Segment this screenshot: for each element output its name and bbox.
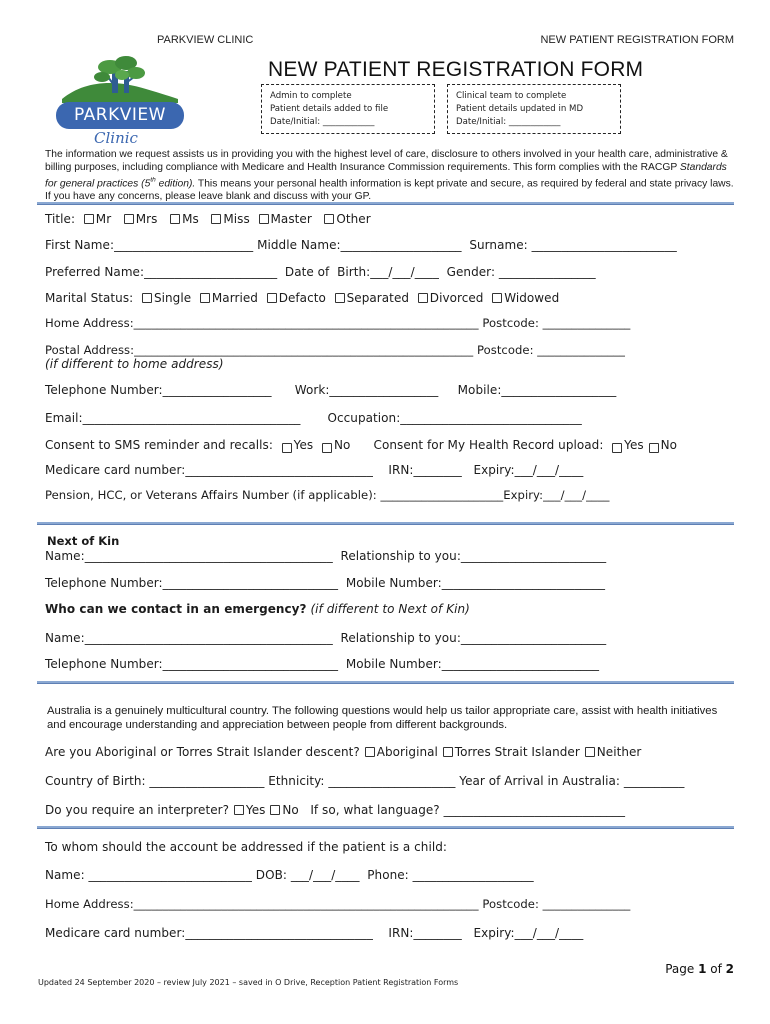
kin-name-field[interactable]: Name:_________________________________________ xyxy=(45,549,333,563)
account-medicare-field[interactable]: Medicare card number:_______________________________ xyxy=(45,926,373,940)
logo-tagline: Clinic xyxy=(94,129,138,147)
interpreter-row xyxy=(45,803,625,817)
emergency-heading xyxy=(45,602,470,616)
option-label: Single xyxy=(153,291,192,305)
intro-italic-end: edition). xyxy=(155,178,196,190)
marital-defacto-checkbox[interactable] xyxy=(267,293,277,303)
year-of-arrival-field[interactable]: Year of Arrival in Australia: __________ xyxy=(459,774,685,788)
postal-address-row xyxy=(45,343,625,357)
option-label: Ms xyxy=(182,212,199,226)
logo-name: PARKVIEW xyxy=(74,105,166,125)
irn-field[interactable]: IRN:________ xyxy=(388,463,462,477)
option-label: Master xyxy=(270,212,312,226)
phone-row xyxy=(45,383,616,397)
option-label: No xyxy=(282,803,299,817)
clinical-box-line: Patient details updated in MD xyxy=(456,104,584,114)
title-label: Title: xyxy=(45,212,76,226)
gender-field[interactable]: Gender: ________________ xyxy=(446,265,596,279)
home-postcode-field[interactable]: Postcode: _______________ xyxy=(482,316,631,330)
option-label: Defacto xyxy=(278,291,326,305)
first-name-field[interactable]: First Name:_______________________ xyxy=(45,238,254,252)
option-label: Torres Strait Islander xyxy=(454,745,580,759)
option-label: Married xyxy=(211,291,258,305)
option-label: Other xyxy=(336,212,371,226)
name-row xyxy=(45,238,677,252)
marital-row xyxy=(45,291,559,305)
kin-telephone-field[interactable]: Telephone Number:_____________________________ xyxy=(45,576,339,590)
sms-yes-checkbox[interactable] xyxy=(282,443,292,453)
kin-name-row xyxy=(45,549,606,563)
interpreter-question: Do you require an interpreter? xyxy=(45,803,230,817)
option-label: Yes xyxy=(293,438,314,452)
page-total: 2 xyxy=(725,962,734,976)
mhr-no-checkbox[interactable] xyxy=(649,443,659,453)
emergency-name-row xyxy=(45,631,606,645)
page-number xyxy=(665,962,734,976)
emergency-telephone-field[interactable]: Telephone Number:_____________________________ xyxy=(45,657,339,671)
intro-sup: th xyxy=(150,176,156,184)
option-label: Yes xyxy=(624,438,644,452)
account-phone-field[interactable]: Phone: ____________________ xyxy=(367,868,534,882)
language-field[interactable]: If so, what language? ______________________________ xyxy=(310,803,626,817)
title-miss-checkbox[interactable] xyxy=(211,214,221,224)
emergency-name-field[interactable]: Name:_________________________________________ xyxy=(45,631,333,645)
email-row xyxy=(45,411,582,425)
cultural-intro: Australia is a genuinely multicultural country. The following questions would help us tailor appropriate care, assist with health initiatives and encourage understanding and appreciation between people from different backgrounds. xyxy=(47,705,718,731)
clinical-box-line[interactable]: Date/Initial: ____________ xyxy=(456,117,561,127)
option-label: No xyxy=(333,438,351,452)
intro-paragraph xyxy=(45,149,735,204)
section-divider xyxy=(37,522,734,525)
kin-mobile-field[interactable]: Mobile Number:___________________________ xyxy=(345,576,606,590)
emergency-phone-row xyxy=(45,657,599,671)
emergency-heading-bold: Who can we contact in an emergency? xyxy=(45,602,307,616)
admin-box-line: Admin to complete xyxy=(270,91,352,101)
postal-postcode-field[interactable]: Postcode: _______________ xyxy=(476,343,625,357)
occupation-field[interactable]: Occupation:______________________________ xyxy=(327,411,582,425)
option-label: Yes xyxy=(245,803,266,817)
surname-field[interactable]: Surname: ________________________ xyxy=(469,238,677,252)
account-dob-field[interactable]: DOB: ___/___/____ xyxy=(255,868,360,882)
marital-separated-checkbox[interactable] xyxy=(335,293,345,303)
emergency-heading-note: (if different to Next of Kin) xyxy=(306,602,470,616)
emergency-relationship-field[interactable]: Relationship to you:________________________ xyxy=(340,631,607,645)
clinical-box xyxy=(447,84,621,134)
admin-box-line[interactable]: Date/Initial: ____________ xyxy=(270,117,375,127)
footer-note: Updated 24 September 2020 – review July 2021 – saved in O Drive, Reception Patient Registration Forms xyxy=(38,978,459,987)
marital-widowed-checkbox[interactable] xyxy=(492,293,502,303)
section-divider xyxy=(37,681,734,684)
option-label: Miss xyxy=(223,212,250,226)
neither-checkbox[interactable] xyxy=(585,747,595,757)
birth-row xyxy=(45,774,684,788)
next-of-kin-heading: Next of Kin xyxy=(47,534,120,548)
account-address-field[interactable]: Home Address:___________________________________________________________ xyxy=(45,897,479,911)
marital-divorced-checkbox[interactable] xyxy=(418,293,428,303)
medicare-row xyxy=(45,463,583,477)
account-expiry-field[interactable]: Expiry:___/___/____ xyxy=(473,926,584,940)
section-divider xyxy=(37,202,734,205)
marital-married-checkbox[interactable] xyxy=(200,293,210,303)
account-postcode-field[interactable]: Postcode: _______________ xyxy=(482,897,631,911)
preferred-row xyxy=(45,265,596,279)
telephone-field[interactable]: Telephone Number:__________________ xyxy=(45,383,272,397)
middle-name-field[interactable]: Middle Name:____________________ xyxy=(257,238,462,252)
intro-italic: Standards for general practices (5 xyxy=(45,161,727,190)
child-medicare-row xyxy=(45,926,583,940)
torres-strait-checkbox[interactable] xyxy=(443,747,453,757)
expiry-field[interactable]: Expiry:___/___/____ xyxy=(473,463,584,477)
admin-box-line: Patient details added to file xyxy=(270,104,389,114)
pension-field[interactable]: Pension, HCC, or Veterans Affairs Number (if applicable): _____________________Expiry:___/___/____ xyxy=(45,488,610,502)
intro-text: The information we request assists us in providing you with the highest level of care, disclosure to others involved in your health care, administrative & billing purposes, including compliance with Medicare and Health Insurance Commission requirements. This form complies with the RACGP xyxy=(45,149,728,173)
option-label: Neither xyxy=(596,745,642,759)
kin-relationship-field[interactable]: Relationship to you:________________________ xyxy=(340,549,607,563)
ethnicity-field[interactable]: Ethnicity: _____________________ xyxy=(268,774,456,788)
work-phone-field[interactable]: Work:__________________ xyxy=(294,383,439,397)
title-row xyxy=(45,212,371,226)
aboriginal-row xyxy=(45,745,641,759)
section-divider xyxy=(37,826,734,829)
option-label: Widowed xyxy=(504,291,560,305)
mhr-yes-checkbox[interactable] xyxy=(612,443,622,453)
interpreter-yes-checkbox[interactable] xyxy=(234,805,244,815)
mobile-field[interactable]: Mobile:___________________ xyxy=(457,383,617,397)
marital-label: Marital Status: xyxy=(45,291,134,305)
page-header-form-name: NEW PATIENT REGISTRATION FORM xyxy=(540,34,734,46)
option-label: Aboriginal xyxy=(376,745,438,759)
page-header-clinic: PARKVIEW CLINIC xyxy=(157,34,254,46)
page-prefix: Page xyxy=(665,962,699,976)
aboriginal-checkbox[interactable] xyxy=(365,747,375,757)
title-ms-checkbox[interactable] xyxy=(170,214,180,224)
clinical-box-line: Clinical team to complete xyxy=(456,91,567,101)
page-of: of xyxy=(706,962,726,976)
aboriginal-question: Are you Aboriginal or Torres Strait Islander descent? xyxy=(45,745,360,759)
child-account-question: To whom should the account be addressed if the patient is a child: xyxy=(45,840,447,854)
title-master-checkbox[interactable] xyxy=(259,214,269,224)
dob-field[interactable]: Date of Birth:___/___/____ xyxy=(284,265,439,279)
child-address-row xyxy=(45,897,630,911)
admin-box xyxy=(261,84,435,134)
sms-consent-label: Consent to SMS reminder and recalls: xyxy=(45,438,273,452)
option-label: Mr xyxy=(95,212,112,226)
postal-address-field[interactable]: Postal Address:__________________________________________________________ xyxy=(45,343,474,357)
title-mr-checkbox[interactable] xyxy=(84,214,94,224)
mhr-consent-label: Consent for My Health Record upload: xyxy=(373,438,604,452)
interpreter-no-checkbox[interactable] xyxy=(270,805,280,815)
preferred-name-field[interactable]: Preferred Name:______________________ xyxy=(45,265,278,279)
option-label: Separated xyxy=(346,291,410,305)
country-of-birth-field[interactable]: Country of Birth: ___________________ xyxy=(45,774,265,788)
option-label: Divorced xyxy=(429,291,484,305)
page-title: NEW PATIENT REGISTRATION FORM xyxy=(268,58,644,81)
home-address-field[interactable]: Home Address:___________________________________________________________ xyxy=(45,316,479,330)
home-address-row xyxy=(45,316,630,330)
account-irn-field[interactable]: IRN:________ xyxy=(388,926,462,940)
intro-text-end: This means your personal health information is kept private and secure, as required by federal and state privacy laws. If you have any concerns, please leave blank and discuss with your GP. xyxy=(45,178,734,202)
marital-single-checkbox[interactable] xyxy=(142,293,152,303)
email-field[interactable]: Email:____________________________________ xyxy=(45,411,301,425)
postal-note: (if different to home address) xyxy=(45,357,224,371)
title-other-checkbox[interactable] xyxy=(324,214,334,224)
medicare-field[interactable]: Medicare card number:_______________________________ xyxy=(45,463,373,477)
parkview-logo xyxy=(54,55,186,150)
page-current: 1 xyxy=(698,962,707,976)
title-mrs-checkbox[interactable] xyxy=(124,214,134,224)
consent-row xyxy=(45,438,677,453)
sms-no-checkbox[interactable] xyxy=(322,443,332,453)
emergency-mobile-field[interactable]: Mobile Number:__________________________ xyxy=(345,657,600,671)
option-label: Mrs xyxy=(135,212,158,226)
account-name-field[interactable]: Name: ___________________________ xyxy=(45,868,252,882)
kin-phone-row xyxy=(45,576,605,590)
child-name-row xyxy=(45,868,534,882)
option-label: No xyxy=(660,438,677,452)
